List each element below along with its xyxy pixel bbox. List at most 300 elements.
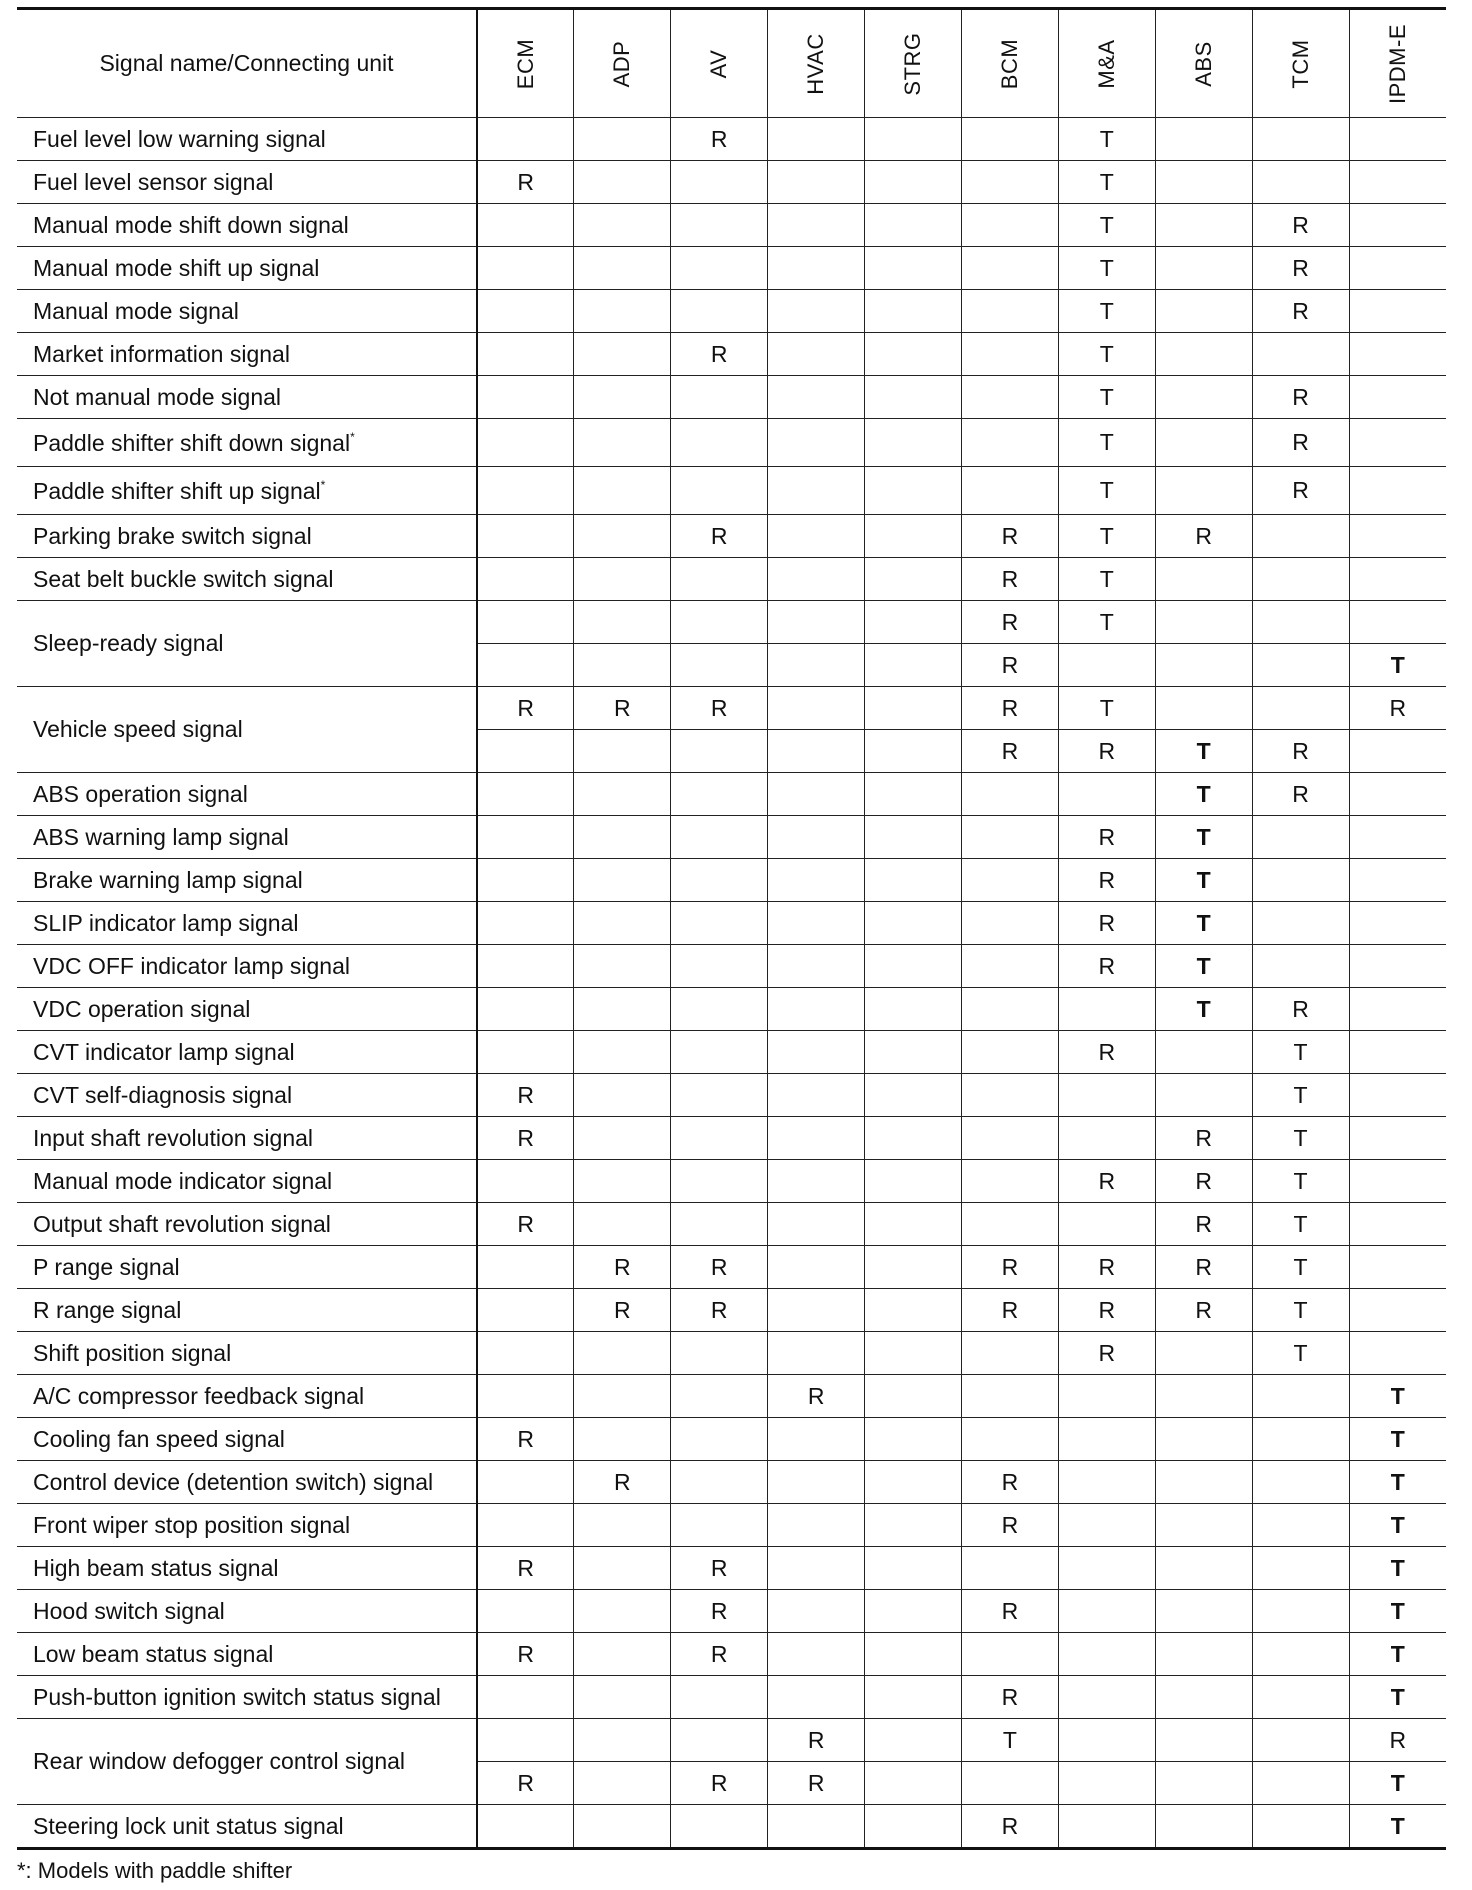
signal-name-cell: [17, 816, 477, 859]
matrix-cell: [768, 1590, 865, 1633]
matrix-cell: [1155, 290, 1252, 333]
matrix-cell: [1155, 1805, 1252, 1849]
matrix-cell: T: [1058, 515, 1155, 558]
matrix-cell: R: [1252, 988, 1349, 1031]
matrix-cell: [1349, 816, 1446, 859]
table-row: [17, 515, 1446, 558]
matrix-cell: R: [477, 687, 574, 730]
matrix-cell: [768, 204, 865, 247]
matrix-cell: R: [1252, 467, 1349, 515]
matrix-cell: R: [671, 1246, 768, 1289]
matrix-cell: T: [1252, 1031, 1349, 1074]
matrix-cell: [671, 1719, 768, 1762]
matrix-cell: R: [1252, 773, 1349, 816]
matrix-cell: [574, 1762, 671, 1805]
matrix-cell: [1349, 376, 1446, 419]
matrix-cell: [865, 1031, 962, 1074]
matrix-cell: [574, 988, 671, 1031]
matrix-cell: [768, 1289, 865, 1332]
table-row: [17, 902, 1446, 945]
matrix-cell: [865, 1074, 962, 1117]
matrix-cell: T: [1058, 118, 1155, 161]
matrix-cell: [671, 988, 768, 1031]
matrix-cell: [574, 1332, 671, 1375]
matrix-cell: T: [1252, 1332, 1349, 1375]
matrix-cell: [574, 1375, 671, 1418]
table-row: [17, 1160, 1446, 1203]
matrix-cell: [671, 1117, 768, 1160]
matrix-cell: T: [1252, 1074, 1349, 1117]
matrix-cell: R: [477, 1074, 574, 1117]
matrix-cell: [1058, 1375, 1155, 1418]
signal-name-cell: [17, 1676, 477, 1719]
matrix-cell: [477, 644, 574, 687]
footnote-marker: *: [350, 429, 355, 444]
matrix-cell: [574, 1590, 671, 1633]
signal-name-cell: [17, 376, 477, 419]
matrix-cell: [865, 945, 962, 988]
signal-name-cell: [17, 1203, 477, 1246]
matrix-cell: [1058, 1633, 1155, 1676]
signal-name-cell: [17, 773, 477, 816]
matrix-cell: [671, 730, 768, 773]
column-label: AV: [706, 49, 732, 78]
matrix-cell: [1252, 1633, 1349, 1676]
column-header-abs: [1155, 9, 1252, 118]
matrix-cell: [961, 161, 1058, 204]
signal-name-cell: [17, 333, 477, 376]
matrix-cell: R: [1155, 1203, 1252, 1246]
matrix-cell: R: [1155, 1160, 1252, 1203]
matrix-cell: [768, 1074, 865, 1117]
matrix-cell: [574, 1418, 671, 1461]
table-row: [17, 773, 1446, 816]
matrix-cell: [1252, 1418, 1349, 1461]
table-row: [17, 1504, 1446, 1547]
matrix-cell: [1155, 419, 1252, 467]
matrix-cell: [1058, 1461, 1155, 1504]
matrix-cell: R: [1252, 419, 1349, 467]
matrix-cell: [768, 1805, 865, 1849]
signal-name-cell: [17, 1719, 477, 1805]
table-row: [17, 1117, 1446, 1160]
matrix-cell: R: [477, 161, 574, 204]
matrix-cell: [768, 1203, 865, 1246]
matrix-cell: [1058, 1074, 1155, 1117]
matrix-cell: T: [1252, 1203, 1349, 1246]
matrix-cell: [477, 1504, 574, 1547]
matrix-cell: R: [1252, 376, 1349, 419]
column-header-tcm: [1252, 9, 1349, 118]
matrix-cell: [477, 1719, 574, 1762]
column-label: M&A: [1093, 38, 1119, 89]
column-label: ECM: [512, 38, 538, 89]
matrix-cell: T: [1058, 204, 1155, 247]
matrix-cell: [961, 1117, 1058, 1160]
matrix-cell: [1155, 1547, 1252, 1590]
matrix-cell: [961, 1160, 1058, 1203]
matrix-cell: [1058, 1504, 1155, 1547]
table-row: [17, 1203, 1446, 1246]
matrix-cell: [1349, 515, 1446, 558]
signal-name: A/C compressor feedback signal: [33, 1382, 365, 1409]
matrix-cell: T: [1349, 1418, 1446, 1461]
signal-name-cell: [17, 419, 477, 467]
matrix-cell: T: [1155, 859, 1252, 902]
matrix-cell: [768, 1504, 865, 1547]
matrix-cell: [961, 1031, 1058, 1074]
matrix-cell: [768, 376, 865, 419]
matrix-cell: [477, 118, 574, 161]
table-row: [17, 816, 1446, 859]
matrix-cell: R: [1349, 687, 1446, 730]
matrix-cell: [1155, 1719, 1252, 1762]
matrix-cell: R: [477, 1633, 574, 1676]
table-row: [17, 1246, 1446, 1289]
signal-name: High beam status signal: [33, 1554, 279, 1581]
matrix-cell: [477, 558, 574, 601]
matrix-cell: [1349, 773, 1446, 816]
matrix-cell: R: [671, 1590, 768, 1633]
matrix-cell: [1155, 204, 1252, 247]
signal-name-cell: [17, 118, 477, 161]
signal-name-cell: [17, 1805, 477, 1849]
column-header-strg: [865, 9, 962, 118]
signal-name: VDC OFF indicator lamp signal: [33, 952, 350, 979]
matrix-cell: [1058, 1547, 1155, 1590]
matrix-cell: [1155, 1074, 1252, 1117]
matrix-cell: [1155, 558, 1252, 601]
matrix-cell: [768, 902, 865, 945]
matrix-cell: [477, 204, 574, 247]
matrix-cell: [1155, 1762, 1252, 1805]
matrix-cell: [1058, 1117, 1155, 1160]
matrix-cell: [1155, 376, 1252, 419]
matrix-cell: [477, 945, 574, 988]
matrix-cell: [1252, 1375, 1349, 1418]
matrix-cell: [961, 1633, 1058, 1676]
matrix-cell: [768, 1676, 865, 1719]
matrix-cell: [768, 333, 865, 376]
matrix-cell: [961, 467, 1058, 515]
matrix-cell: T: [1058, 687, 1155, 730]
matrix-cell: [865, 902, 962, 945]
matrix-cell: [671, 419, 768, 467]
matrix-cell: [1155, 1461, 1252, 1504]
signal-name-cell: [17, 1590, 477, 1633]
matrix-cell: [865, 1160, 962, 1203]
signal-name: Vehicle speed signal: [33, 716, 243, 742]
matrix-cell: R: [477, 1203, 574, 1246]
matrix-cell: [1252, 1762, 1349, 1805]
matrix-cell: [574, 1504, 671, 1547]
table-row: [17, 687, 1446, 730]
matrix-cell: [671, 247, 768, 290]
matrix-cell: R: [671, 1762, 768, 1805]
matrix-cell: [1349, 730, 1446, 773]
matrix-cell: [768, 945, 865, 988]
matrix-cell: T: [1155, 816, 1252, 859]
matrix-cell: [671, 1805, 768, 1849]
matrix-cell: R: [961, 1805, 1058, 1849]
matrix-cell: [768, 558, 865, 601]
matrix-cell: [477, 730, 574, 773]
matrix-cell: [961, 1762, 1058, 1805]
matrix-cell: R: [1252, 290, 1349, 333]
matrix-cell: T: [1349, 1633, 1446, 1676]
matrix-cell: [1058, 1676, 1155, 1719]
matrix-cell: [1155, 1031, 1252, 1074]
matrix-cell: R: [1058, 1031, 1155, 1074]
matrix-cell: [865, 601, 962, 644]
matrix-cell: T: [1349, 1590, 1446, 1633]
matrix-cell: [1349, 988, 1446, 1031]
matrix-cell: [961, 1203, 1058, 1246]
matrix-cell: [961, 1332, 1058, 1375]
matrix-cell: [865, 859, 962, 902]
matrix-cell: [865, 333, 962, 376]
signal-name: Manual mode shift down signal: [33, 211, 349, 238]
matrix-cell: R: [1058, 1160, 1155, 1203]
matrix-cell: R: [574, 1461, 671, 1504]
table-row: [17, 1375, 1446, 1418]
matrix-cell: [1349, 1332, 1446, 1375]
column-label: BCM: [996, 38, 1022, 89]
table-row: [17, 1633, 1446, 1676]
matrix-cell: [1058, 1590, 1155, 1633]
signal-name: Fuel level low warning signal: [33, 125, 326, 152]
matrix-cell: [961, 204, 1058, 247]
signal-name-cell: [17, 515, 477, 558]
signal-name-cell: [17, 601, 477, 687]
signal-name-cell: [17, 945, 477, 988]
signal-name-cell: [17, 859, 477, 902]
matrix-cell: [574, 859, 671, 902]
column-header-hvac: [768, 9, 865, 118]
matrix-cell: R: [574, 687, 671, 730]
table-row: [17, 1289, 1446, 1332]
matrix-cell: [574, 816, 671, 859]
matrix-cell: [477, 988, 574, 1031]
matrix-cell: [1155, 1504, 1252, 1547]
matrix-cell: [768, 118, 865, 161]
signal-name: Hood switch signal: [33, 1597, 225, 1624]
signal-name-cell: [17, 161, 477, 204]
signal-name-cell: [17, 687, 477, 773]
matrix-cell: [574, 1676, 671, 1719]
matrix-cell: [961, 333, 1058, 376]
matrix-cell: R: [961, 601, 1058, 644]
signal-name-cell: [17, 247, 477, 290]
matrix-cell: R: [1058, 730, 1155, 773]
matrix-cell: T: [1349, 1461, 1446, 1504]
matrix-cell: [1349, 945, 1446, 988]
matrix-cell: [865, 1117, 962, 1160]
matrix-cell: T: [1155, 988, 1252, 1031]
matrix-cell: [961, 773, 1058, 816]
signal-matrix-sheet: [17, 7, 1446, 1850]
matrix-cell: [574, 376, 671, 419]
matrix-cell: [671, 161, 768, 204]
matrix-cell: R: [1058, 1289, 1155, 1332]
matrix-cell: [865, 118, 962, 161]
signal-name: Push-button ignition switch status signal: [33, 1683, 441, 1710]
matrix-cell: [574, 1203, 671, 1246]
matrix-cell: [865, 467, 962, 515]
matrix-cell: [574, 730, 671, 773]
matrix-cell: [865, 1633, 962, 1676]
matrix-cell: [865, 419, 962, 467]
matrix-cell: [1349, 247, 1446, 290]
matrix-cell: R: [961, 644, 1058, 687]
matrix-cell: [1252, 161, 1349, 204]
table-row: [17, 1031, 1446, 1074]
matrix-cell: R: [574, 1289, 671, 1332]
matrix-cell: [1252, 1719, 1349, 1762]
matrix-cell: [1349, 902, 1446, 945]
matrix-cell: T: [1058, 290, 1155, 333]
footnote: *: Models with paddle shifter: [17, 1858, 293, 1883]
can-signal-table: [17, 7, 1446, 1850]
matrix-cell: R: [1252, 247, 1349, 290]
matrix-cell: [1155, 644, 1252, 687]
signal-name: Fuel level sensor signal: [33, 168, 274, 195]
matrix-cell: [768, 730, 865, 773]
matrix-cell: [961, 419, 1058, 467]
matrix-cell: [768, 859, 865, 902]
signal-name-cell: [17, 1461, 477, 1504]
matrix-cell: [671, 1203, 768, 1246]
matrix-cell: [1155, 1418, 1252, 1461]
matrix-cell: T: [1058, 333, 1155, 376]
matrix-cell: [477, 773, 574, 816]
matrix-cell: [1155, 161, 1252, 204]
matrix-cell: [1349, 558, 1446, 601]
matrix-cell: [961, 902, 1058, 945]
matrix-cell: [1058, 644, 1155, 687]
matrix-cell: [574, 1117, 671, 1160]
matrix-cell: [961, 859, 1058, 902]
matrix-cell: [1058, 1805, 1155, 1849]
signal-name: Shift position signal: [33, 1339, 232, 1366]
matrix-cell: [768, 419, 865, 467]
signal-name-cell: [17, 1074, 477, 1117]
matrix-cell: [574, 601, 671, 644]
matrix-cell: R: [671, 1633, 768, 1676]
matrix-cell: [574, 515, 671, 558]
matrix-cell: [768, 1418, 865, 1461]
matrix-cell: [574, 161, 671, 204]
signal-name: P range signal: [33, 1253, 180, 1280]
matrix-cell: [1252, 558, 1349, 601]
table-row: [17, 247, 1446, 290]
matrix-cell: T: [1058, 376, 1155, 419]
matrix-cell: [961, 247, 1058, 290]
matrix-cell: [671, 902, 768, 945]
matrix-cell: [671, 1418, 768, 1461]
matrix-cell: [865, 1461, 962, 1504]
matrix-cell: R: [1058, 816, 1155, 859]
matrix-cell: [574, 558, 671, 601]
matrix-cell: [477, 333, 574, 376]
matrix-cell: [768, 1160, 865, 1203]
table-row: [17, 1676, 1446, 1719]
matrix-cell: [1349, 1074, 1446, 1117]
matrix-cell: [1252, 945, 1349, 988]
footnote-marker: *: [320, 477, 326, 492]
matrix-cell: [768, 290, 865, 333]
column-header-adp: [574, 9, 671, 118]
table-row: [17, 333, 1446, 376]
signal-name: Front wiper stop position signal: [33, 1511, 351, 1538]
signal-name: Brake warning lamp signal: [33, 866, 303, 893]
matrix-cell: R: [574, 1246, 671, 1289]
matrix-cell: [768, 1332, 865, 1375]
header-row: [17, 9, 1446, 118]
matrix-cell: [768, 601, 865, 644]
table-row: [17, 1461, 1446, 1504]
matrix-cell: [1252, 859, 1349, 902]
matrix-cell: [1349, 859, 1446, 902]
table-row: [17, 601, 1446, 644]
matrix-cell: [1058, 988, 1155, 1031]
matrix-cell: [477, 290, 574, 333]
signal-name: Paddle shifter shift down signal: [33, 429, 351, 456]
signal-name-cell: [17, 1117, 477, 1160]
signal-name: Steering lock unit status signal: [33, 1812, 344, 1839]
matrix-cell: [1252, 816, 1349, 859]
matrix-cell: [865, 290, 962, 333]
matrix-cell: [477, 247, 574, 290]
matrix-cell: [574, 1074, 671, 1117]
matrix-cell: [865, 1805, 962, 1849]
matrix-cell: [1349, 118, 1446, 161]
matrix-cell: [1155, 1332, 1252, 1375]
matrix-cell: [671, 1074, 768, 1117]
matrix-cell: [1349, 1289, 1446, 1332]
signal-name: CVT indicator lamp signal: [33, 1038, 295, 1065]
signal-name: Cooling fan speed signal: [33, 1425, 285, 1452]
matrix-cell: [768, 1461, 865, 1504]
table-row: [17, 1805, 1446, 1849]
matrix-cell: [1349, 1160, 1446, 1203]
table-row: [17, 1074, 1446, 1117]
matrix-cell: [1349, 290, 1446, 333]
matrix-cell: [865, 1375, 962, 1418]
matrix-cell: R: [1058, 1332, 1155, 1375]
matrix-cell: [574, 945, 671, 988]
matrix-cell: [574, 290, 671, 333]
table-row: [17, 376, 1446, 419]
matrix-cell: T: [1252, 1117, 1349, 1160]
signal-name-cell: [17, 1289, 477, 1332]
matrix-cell: [768, 467, 865, 515]
signal-name: Not manual mode signal: [33, 383, 282, 410]
matrix-cell: [865, 247, 962, 290]
column-label: HVAC: [803, 32, 829, 95]
matrix-cell: [574, 1633, 671, 1676]
matrix-cell: [671, 1332, 768, 1375]
table-row: [17, 1547, 1446, 1590]
matrix-cell: T: [1155, 773, 1252, 816]
matrix-cell: R: [671, 687, 768, 730]
matrix-cell: [1155, 687, 1252, 730]
matrix-cell: [768, 247, 865, 290]
matrix-cell: [1252, 644, 1349, 687]
signal-name: Manual mode indicator signal: [33, 1167, 333, 1194]
signal-name-cell: [17, 902, 477, 945]
matrix-cell: [768, 687, 865, 730]
